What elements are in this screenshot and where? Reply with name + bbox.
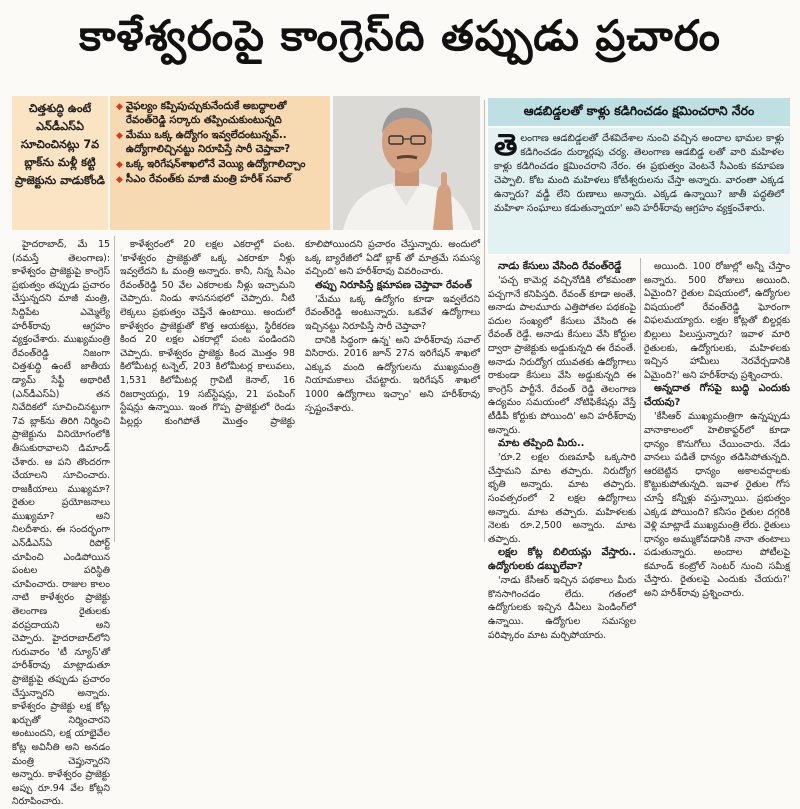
paragraph: 'నాడు కేసీఆర్‌ ఇచ్చిన పథకాలు మీరు కొనసాగించడం లేదు. గతంలో ఉద్యోగులకు ఇచ్చిన డీఏలు పెండింగ్‌లో ఉన్నాయి. ఉద్యోగుల సమస్యల పరిష్కారం మాట మర్చిపోయారు.	[488, 575, 636, 641]
bullet-icon: ◆	[116, 160, 123, 170]
subheading: నాడు కేసులు వేసింది రేవంత్‌రెడ్డే	[498, 261, 622, 272]
paragraph: దానికి సిద్ధంగా ఉన్న' అని హరీశ్‌రావు సవాల్‌ విసిరారు. 2016 జూన్‌ 27న ఇరిగేషన్‌ శాఖలో ఎక్కువ మంది ఉద్యోగులను ముఖ్యమంత్రి నియామకాలు చేపట్టారు. ఇరిగేషన్‌ శాఖలో 1000 ఉద్యోగాలు ఇచ్చాం' అని హరీశ్‌రావు స్పష్టంచేశారు.	[305, 334, 480, 414]
paragraph: 'పచ్చ కామెర్ల వచ్చినోడికి లోకమంతా పచ్చగానే కనిపిస్తది. రేవంత్‌ కూడా అంతే. అనాడు పాలమూరు ఎత్తిపోతల పథకంపై పదుల సంఖ్యలో కేసులు వేసింది ఈ రేవంత్‌ రెడ్డే. అనాడు కేసులు వేసి కోర్టుల ద్వారా ప్రాజెక్టుకు అడ్డుకున్నది ఈ రేవంతే. అనాడు నిరుద్యోగ యువతకు ఉద్యోగాలు రాకుండా కేసులు వేసి అడ్డుకున్నది ఈ కాంగ్రెస్‌ పార్టీనే. రేవంత్‌ రెడ్డి తెలంగాణ ఉద్యమం సమయంలో నోటిఫికేషన్లు వేస్తే టీడీపీ కోర్టుకు పోయింది' అని హరీశ్‌రావు అన్నారు.	[488, 275, 636, 436]
column-2	[120, 238, 480, 544]
column-1	[12, 238, 110, 808]
highlight-text: ఒక్క ఇరిగేషన్‌శాఖలోనే వెయ్యి ఉద్యోగాలిచ్చాం	[125, 159, 306, 170]
box-body-text: లంగాణ ఆడబిడ్డలతో దేశవిదేశాల నుంచి వచ్చిన అందాల భామల కాళ్లు కడిగించడం దుర్మార్గపు చర్య. తెలంగాణ ఆడబిడ్డ లతో వారి మహిళల కాళ్లు కడిగించడం క్షమించరాని నేరం. ఈ ప్రభుత్వం వెంటనే సీఎంకు కమాపణ చెప్పాలి. కోట మంది మహిళలు కోటీశ్వరులను చేస్తా అన్నారు. వారంతా ఎక్కడ ఉన్నారు? వడ్డీ లేని రుణాలు అన్నారు. ఎక్కడ ఉన్నాయి? జాతీ పద్ధతిలో మహిళా సంఘాలు కడుతున్నాయా' అని హరీశ్‌రావు ఆగ్రహం వ్యక్తంచేశారు.	[494, 133, 784, 214]
bullet-icon: ◆	[116, 131, 123, 141]
column-4	[644, 260, 790, 600]
column-3	[488, 260, 636, 641]
highlight-item	[116, 100, 324, 128]
highlight-text: సీఎం రేవంత్‌కు మాజీ మంత్రి హరీశ్‌ సవాల్‌	[125, 174, 292, 185]
pullquote: చిత్తశుద్ధి ఉంటే ఎన్‌డీఎస్‌ఏ సూచించినట్లు 7వ బ్లాక్‌ను మళ్లీ కట్టి ప్రాజెక్టును వాడుకోండి	[12, 96, 108, 230]
subheading: లక్షల కోట్ల బిలియన్లు వేస్తారు.. ఉద్యోగులకు డబ్బులేవా?	[488, 547, 636, 573]
paragraph: కాళేశ్వరంలో 20 లక్షల ఎకరాల్లో పంట. 'కాళేశ్వరం ప్రాజెక్టుతో ఒక్క ఎకరాకూ నీళ్లు ఇవ్వలేదని ఓ మంత్రి అన్నారు. కానీ, నిన్న సీఎం రేవంత్‌రెడ్డి 50 వేల ఎకరాలకు నీళ్లు ఇచ్చామని చెప్పారు. నిండు శాసనసభలో చెప్పారు. నీటి లెక్కలు ప్రభుత్వం చెప్తేనే ఉంటాయి. అందులో కాళేశ్వరం ప్రాజెక్టుతో కొత్త ఆయకట్టు, స్థిరీకరణ కింద 20 లక్షల ఎకరాల్లో పంట పండిందని చెప్పారు. కాళేశ్వరం ప్రాజెక్టు కింద మొత్తం 98 కిలోమీటర్ల టన్నెల్‌, 203 కిలోమీటర్ల కాలువలు, 1,531 కిలోమీటర్ల గ్రావిటీ కెనాల్‌, 16 రిజర్వాయర్లు, 19 సబ్‌స్టేషన్లు, 21 పంపింగ్‌ స్టేషన్లు ఉన్నాయి. ఇంత గొప్ప ప్రాజెక్టులో రెండు పిల్లర్లు కుంగిపోతే మొత్తం ప్రాజెక్టు కూలిపోయిందని ప్రచారం చేస్తున్నారు. అందులో ఒక్క బ్యారేజీలో ఏడో బ్లాక్‌ తో మాత్రమే సమస్య వచ్చింది' అని హరీశ్‌రావు వివరించారు.	[120, 239, 480, 427]
dropcap: తె	[494, 128, 518, 163]
box-body	[488, 128, 790, 254]
person-photo-icon	[333, 96, 480, 230]
subheading: మాట తప్పింది మీరు..	[498, 438, 585, 450]
bullet-icon: ◆	[116, 175, 123, 185]
highlight-text: వైఫల్యం కప్పిపుచ్చుకునేందుకే అబద్ధాలతో రేవంత్‌రెడ్డి సర్కారు తప్పించుకుంటున్నది	[125, 101, 287, 126]
subheading: అన్నదాత గోసపై బుద్ధి ఎందుకు చేయవు?	[644, 383, 790, 409]
paragraph: హైదరాబాద్‌, మే 15 (నమస్తే తెలంగాణ): కాళేశ్వరం ప్రాజెక్టుపై కాంగ్రెస్‌ ప్రభుత్వం తప్పుడు ప్రచారం చేస్తున్నదని మాజీ మంత్రి, సిద్దిపేట ఎమ్మెల్యే హరీశ్‌రావు ఆగ్రహం వ్యక్తంచేశారు. ముఖ్యమంత్రి రేవంత్‌రెడ్డి నిజంగా చిత్తశుద్ధి ఉంటే జాతీయ డ్యామ్‌ సేఫ్టీ అథారిటీ (ఎన్‌డీఎస్‌ఏ) తన నివేదికలో సూచించినట్టుగా 7వ బ్లాక్‌ను తిరిగి నిర్మించి ప్రాజెక్టును వినియోగంలోకి తీసుకురావాలని డిమాండ్‌ చేశారు. ఆ పని తొందరగా చేయాలని సూచించారు. రాజకీయాలు ముఖ్యమా? రైతుల ప్రయోజనాలు ముఖ్యమా? అని నిలదీశారు. ఈ సందర్భంగా ఎన్‌డీఎస్‌ఏ రిపోర్ట్‌ చూపించి ఎండిపోయిన పంటల పరిస్థితి చూపించారు. రాజుల కాలం నాటి కాళేశ్వరం ప్రాజెక్టు తెలంగాణ రైతులకు వరప్రదాయని అని చెప్పారు. హైదరాబాద్‌లోని గురువారం 'టీ న్యూస్‌'తో హరీశ్‌రావు మాట్లాడుతూ ప్రాజెక్టుపై తప్పుడు ప్రచారం చేస్తున్నారని అన్నారు. కాళేశ్వరం ప్రాజెక్టు లక్ష కోట్ల ఖర్చుతో నిర్మించారని అంటుందని, లక్ష యాభైవేల కోట్ల అవినీతి అని అనడం మంత్రి చెప్తున్నారని అన్నారు. కాళేశ్వరం ప్రాజెక్టు అప్పు రూ.94 వేల కోట్లని నిరూపించారు.	[12, 239, 110, 808]
highlight-item	[116, 129, 324, 157]
news-photo	[333, 96, 480, 230]
highlight-item	[116, 158, 324, 172]
paragraph: 'కేసీఆర్‌ ముఖ్యమంత్రిగా ఉన్నప్పుడు వానాకాలంలో హెలికాఫ్టర్‌లో కూడా ధాన్యం కొనుగోలు చేయించారు. నేడు వానలు పడితే ధాన్యం తడిసిపోతున్నది. ఆరబెట్టిన ధాన్యం అకాలవర్షాలకు కొట్టుకుపోతున్నది. ఇవాళ రైతుల గోస చూస్తే కన్నీళ్లు వస్తున్నాయి. ప్రభుత్వం ఎక్కడ పోయింది? కనీసం రైతుల దగ్గరికి వెళ్లి మాట్లాడే ముఖ్యమంత్రి లేరు. రైతులు ధాన్యం అమ్ముకోవడానికి నానా తంటాలు పడుతున్నారు. అందాల పోటీలపై కమాండ్‌ కంట్రోల్‌ సెంటర్‌ నుంచి సమీక్ష చేస్తారు. రైతులపై ఎందుకు చేయరు?' అని హరీశ్‌రావు ప్రశ్నించారు.	[644, 411, 790, 600]
paragraph: 'మేము ఒక్క ఉద్యోగం కూడా ఇవ్వలేదని రేవంత్‌రెడ్డి అంటున్నారు. ఒకవేళ ఉద్యోగాలు ఇచ్చినట్టు నిరూపిస్తే సారీ చెప్తావా?	[305, 293, 480, 332]
paragraph: అయింది. 100 రోజుల్లో అన్నీ చేస్తాం అన్నారు. 500 రోజులు అయింది. ఏమైంది? రైతుల విషయంలో, ఉద్యోగుల విషయంలో రేవంత్‌రెడ్డి ఘోరంగా విఫలమయ్యారు. లక్షల కోట్లతో బిల్డర్లకు బిల్లులు పిలుస్తున్నారు? ఇవాళ మారి రైతులకు, ఉద్యోగులకు, మహిళలకు ఇచ్చిన హామీలు నెరవేర్చడానికి ఏమైంది?' అని హరీశ్‌రావు ప్రశ్నించారు.	[644, 261, 790, 381]
box-heading: ఆడబిడ్డలతో కాళ్లు కడిగించడం క్షమించరాని నేరం	[488, 98, 790, 126]
highlights-box	[110, 96, 330, 230]
headline: కాళేశ్వరంపై కాంగ్రెస్‌ది తప్పుడు ప్రచారం	[79, 11, 721, 60]
bullet-icon: ◆	[116, 102, 123, 112]
highlight-text: మేము ఒక్క ఉద్యోగం ఇవ్వలేదంటున్నవ్‌.. ఉద్యోగాలిచ్చినట్టు నిరూపిస్తే సారీ చెప్తావా?	[125, 130, 291, 155]
subheading: తప్పు నిరూపిస్తే క్షమాపణ చెప్తావా రేవంత్‌	[315, 279, 472, 291]
highlight-item	[116, 173, 324, 187]
paragraph: 'రూ.2 లక్షల రుణమాఫీ ఒక్కసారి చేస్తామని మాట తప్పారు. నిరుద్యోగ భృతి అన్నారు. మాట తప్పారు. సంవత్సరంలో 2 లక్షల ఉద్యోగాలు అన్నారు. మాట తప్పారు. మహిళలకు నెలకు రూ.2,500 అన్నారు. మాట తప్పారు.	[488, 452, 636, 545]
